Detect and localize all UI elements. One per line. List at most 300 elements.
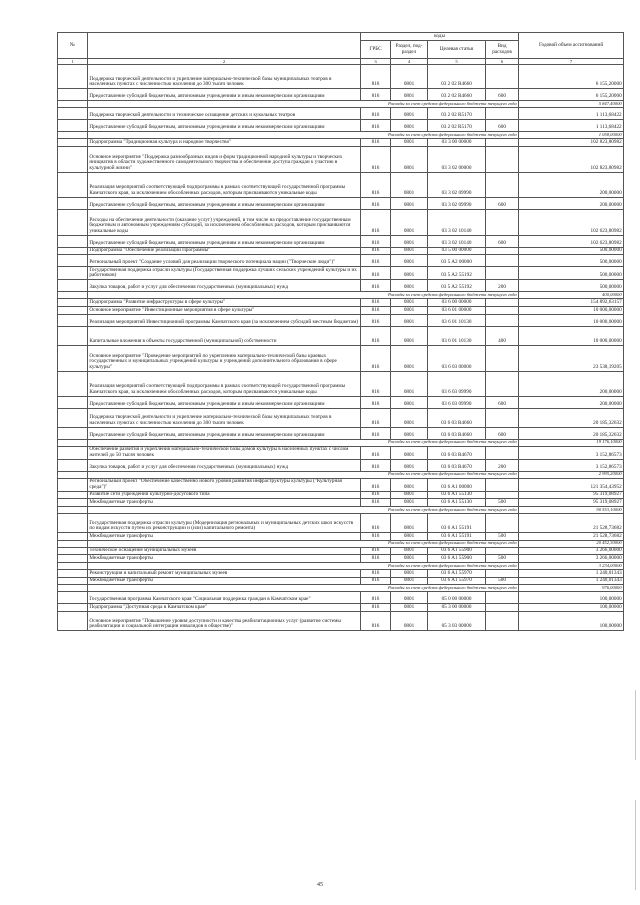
col-no-header: №: [58, 33, 88, 59]
table-row: [58, 280, 624, 292]
grbs-code: 816: [361, 307, 391, 315]
table-row: [58, 255, 624, 267]
annual-amount: 3 152,86573: [519, 446, 624, 459]
table-row: [58, 139, 624, 147]
annual-amount: 1 240,01343: [519, 577, 624, 585]
row-number: [58, 563, 88, 570]
section-code: 0801: [391, 314, 428, 326]
annual-amount: 154 892,63157: [519, 299, 624, 307]
row-number: [58, 299, 88, 307]
row-number: [58, 371, 88, 396]
target-article-code: 03 3 02 09990: [428, 172, 486, 197]
table-row: [58, 146, 624, 172]
annual-amount: 100,00000: [519, 611, 624, 630]
target-article-code: 03 3 00 00000: [428, 139, 486, 147]
expense-name: Техническое оснащение муниципальных музеев: [88, 547, 361, 555]
row-number: [58, 101, 88, 108]
section-code: 0801: [391, 255, 428, 267]
note-text: Расходы за счет средств федерального бюджета текущего года: [88, 563, 519, 570]
col-grbs-header: ГРБС: [361, 41, 391, 59]
section-code: 0801: [391, 611, 428, 630]
table-row: [58, 408, 624, 427]
expense-name: Реализация мероприятий соответствующей подпрограммы в рамках соответствующей государственной программы Камчатского края, за исключением обособленных расходов, которым присваиваются уникальные коды: [88, 371, 361, 396]
target-article-code: 03 6 A1 55130: [428, 491, 486, 499]
expense-type-code: [486, 446, 519, 459]
federal-budget-note-row: [58, 132, 624, 139]
grbs-code: 816: [361, 408, 391, 427]
target-article-code: 03 3 02 00000: [428, 146, 486, 172]
table-row: [58, 209, 624, 235]
section-code: 0801: [391, 139, 428, 147]
target-article-code: 03 6 03 R4660: [428, 408, 486, 427]
note-amount: 5 847,40000: [519, 101, 624, 108]
expense-name: Закупка товаров, работ и услуг для обеспечения государственных (муниципальных) нужд: [88, 280, 361, 292]
section-code: 0801: [391, 307, 428, 315]
table-row: [58, 427, 624, 439]
expense-type-code: [486, 478, 519, 491]
scan-edge-mark: [635, 690, 636, 760]
grbs-code: 816: [361, 326, 391, 345]
grbs-code: 816: [361, 611, 391, 630]
grbs-code: 816: [361, 139, 391, 147]
row-number: [58, 307, 88, 315]
grbs-code: 816: [361, 592, 391, 604]
expense-name: Реализация мероприятий Инвестиционной программы Камчатского края (за исключением субсидий местным бюджетам): [88, 314, 361, 326]
expense-name: Подпрограмма "Традиционная культура и народное творчество": [88, 139, 361, 147]
federal-budget-note-row: [58, 471, 624, 478]
grbs-code: 816: [361, 499, 391, 507]
row-number: [58, 533, 88, 541]
expense-type-code: [486, 592, 519, 604]
target-article-code: 03 6 01 00000: [428, 307, 486, 315]
expense-type-code: [486, 108, 519, 120]
expense-type-code: 500: [486, 555, 519, 563]
table-row: [58, 459, 624, 471]
note-text: Расходы за счет средств федерального бюджета текущего года: [88, 439, 519, 446]
section-code: 0801: [391, 345, 428, 371]
federal-budget-note-row: [58, 585, 624, 592]
target-article-code: 03 6 03 R4660: [428, 427, 486, 439]
grbs-code: 816: [361, 547, 391, 555]
target-article-code: 03 6 01 10130: [428, 326, 486, 345]
section-code: 0801: [391, 280, 428, 292]
row-number: [58, 255, 88, 267]
target-article-code: 03 3 02 10140: [428, 209, 486, 235]
annual-amount: 20 185,32632: [519, 427, 624, 439]
target-article-code: 03 6 03 00000: [428, 345, 486, 371]
expense-type-code: [486, 514, 519, 533]
expense-name: Закупка товаров, работ и услуг для обеспечения государственных (муниципальных) нужд: [88, 459, 361, 471]
expense-type-code: [486, 345, 519, 371]
expense-type-code: 200: [486, 459, 519, 471]
col-name-header: [88, 33, 361, 59]
table-row: [58, 314, 624, 326]
row-number: [58, 459, 88, 471]
expense-name: Предоставление субсидий бюджетным, автономным учреждениям и иным некоммерческим организациям: [88, 197, 361, 209]
grbs-code: 816: [361, 120, 391, 132]
section-code: 0801: [391, 570, 428, 578]
expense-name: Подпрограмма "Обеспечение реализации Программы": [88, 247, 361, 255]
expense-type-code: 600: [486, 427, 519, 439]
grbs-code: 816: [361, 172, 391, 197]
row-number: [58, 427, 88, 439]
federal-budget-note-row: [58, 439, 624, 446]
grbs-code: 816: [361, 197, 391, 209]
row-number: [58, 132, 88, 139]
annual-amount: 500,00000: [519, 267, 624, 280]
note-amount: 90 553,10000: [519, 507, 624, 514]
annual-amount: 1 240,01343: [519, 570, 624, 578]
target-article-code: 03 6 A1 55191: [428, 514, 486, 533]
section-code: 0801: [391, 491, 428, 499]
table-row: [58, 371, 624, 396]
note-text: Расходы за счет средств федерального бюджета текущего года: [88, 585, 519, 592]
expense-name: Поддержка творческой деятельности и укрепление материально-технической базы муниципальных театров в населенных пунктах с численностью населения до 300 тысяч человек: [88, 65, 361, 89]
note-amount: 1 058,00000: [519, 132, 624, 139]
expense-type-code: 200: [486, 280, 519, 292]
expense-type-code: 600: [486, 89, 519, 101]
expense-name: Предоставление субсидий бюджетным, автономным учреждениям и иным некоммерческим организациям: [88, 427, 361, 439]
note-amount: 976,00000: [519, 585, 624, 592]
note-text: Расходы за счет средств федерального бюджета текущего года: [88, 132, 519, 139]
expense-type-code: [486, 65, 519, 89]
section-code: 0801: [391, 459, 428, 471]
table-row: [58, 299, 624, 307]
target-article-code: 03 6 03 09990: [428, 371, 486, 396]
grbs-code: 816: [361, 478, 391, 491]
table-row: [58, 65, 624, 89]
row-number: [58, 267, 88, 280]
expense-name: Подпрограмма "Доступная среда в Камчатском крае": [88, 604, 361, 612]
expense-name: Развитие сети учреждений культурно-досугового типа: [88, 491, 361, 499]
target-article-code: 03 2 02 R4660: [428, 65, 486, 89]
section-code: 0801: [391, 209, 428, 235]
table-row: [58, 307, 624, 315]
section-code: 0801: [391, 120, 428, 132]
column-number: 6: [486, 59, 519, 65]
column-number: 2: [88, 59, 361, 65]
expense-name: Межбюджетные трансферты: [88, 577, 361, 585]
table-row: [58, 267, 624, 280]
expense-type-code: 500: [486, 577, 519, 585]
grbs-code: 816: [361, 280, 391, 292]
row-number: [58, 314, 88, 326]
row-number: [58, 108, 88, 120]
section-code: 0801: [391, 371, 428, 396]
note-text: Расходы за счет средств федерального бюджета текущего года: [88, 292, 519, 299]
annual-amount: 10 000,00000: [519, 326, 624, 345]
row-number: [58, 146, 88, 172]
section-code: 0801: [391, 65, 428, 89]
expense-name: Государственная поддержка отрасли культуры (Модернизация региональных и муниципальных детских школ искусств по видам искусств путем их реконструкции и (или) капитального ремонта): [88, 514, 361, 533]
expense-type-code: 600: [486, 396, 519, 408]
section-code: 0801: [391, 267, 428, 280]
row-number: [58, 292, 88, 299]
expense-type-code: [486, 139, 519, 147]
grbs-code: 816: [361, 345, 391, 371]
section-code: 0801: [391, 396, 428, 408]
grbs-code: 816: [361, 314, 391, 326]
target-article-code: 03 6 A1 55900: [428, 555, 486, 563]
annual-amount: 3 152,86573: [519, 459, 624, 471]
note-amount: 3 234,00000: [519, 563, 624, 570]
expense-type-code: 500: [486, 499, 519, 507]
expense-type-code: 400: [486, 326, 519, 345]
annual-amount: 95 319,08927: [519, 499, 624, 507]
grbs-code: 816: [361, 570, 391, 578]
budget-table: [57, 32, 624, 631]
grbs-code: 816: [361, 89, 391, 101]
column-number: 4: [391, 59, 428, 65]
expense-name: Расходы на обеспечение деятельности (оказание услуг) учреждений, в том числе на предоставление государственным бюджетным и автономным учреждениям субсидий, за исключением обособленных расходов, которым присваиваются уникальные коды: [88, 209, 361, 235]
section-code: 0801: [391, 299, 428, 307]
grbs-code: 816: [361, 577, 391, 585]
target-article-code: 03 3 02 10140: [428, 235, 486, 247]
section-code: 0801: [391, 89, 428, 101]
grbs-code: 816: [361, 146, 391, 172]
expense-type-code: [486, 146, 519, 172]
annual-amount: 20 185,32632: [519, 408, 624, 427]
annual-amount: 121 354,43952: [519, 478, 624, 491]
expense-type-code: [486, 314, 519, 326]
note-text: Расходы за счет средств федерального бюджета текущего года: [88, 471, 519, 478]
annual-amount: 1 113,68422: [519, 108, 624, 120]
target-article-code: 03 6 A1 55970: [428, 570, 486, 578]
page-number: 45: [317, 882, 323, 888]
expense-type-code: [486, 491, 519, 499]
table-row: [58, 108, 624, 120]
expense-name: Предоставление субсидий бюджетным, автономным учреждениям и иным некоммерческим организациям: [88, 235, 361, 247]
table-row: [58, 247, 624, 255]
grbs-code: 816: [361, 533, 391, 541]
table-row: [58, 478, 624, 491]
table-row: [58, 197, 624, 209]
section-code: 0801: [391, 146, 428, 172]
expense-type-code: 600: [486, 120, 519, 132]
row-number: [58, 65, 88, 89]
section-code: 0801: [391, 326, 428, 345]
expense-type-code: [486, 611, 519, 630]
annual-amount: 500,00000: [519, 247, 624, 255]
column-number: 5: [428, 59, 486, 65]
row-number: [58, 345, 88, 371]
annual-amount: 6 155,20000: [519, 65, 624, 89]
federal-budget-note-row: [58, 563, 624, 570]
row-number: [58, 120, 88, 132]
expense-type-code: [486, 547, 519, 555]
table-row: [58, 396, 624, 408]
expense-type-code: 600: [486, 235, 519, 247]
row-number: [58, 499, 88, 507]
grbs-code: 816: [361, 371, 391, 396]
annual-amount: 500,00000: [519, 255, 624, 267]
note-text: Расходы за счет средств федерального бюджета текущего года: [88, 540, 519, 547]
col-volume-header: Годовой объем ассигнований: [519, 33, 624, 59]
section-code: 0801: [391, 514, 428, 533]
row-number: [58, 280, 88, 292]
row-number: [58, 139, 88, 147]
row-number: [58, 396, 88, 408]
annual-amount: 21 528,73682: [519, 514, 624, 533]
target-article-code: 03 6 03 09990: [428, 396, 486, 408]
row-number: [58, 235, 88, 247]
annual-amount: 102 623,80982: [519, 235, 624, 247]
grbs-code: 816: [361, 514, 391, 533]
expense-name: Государственная поддержка отрасли культуры (Государственная поддержка лучших сельских учреждений культуры и их работников): [88, 267, 361, 280]
row-number: [58, 540, 88, 547]
target-article-code: 03 2 02 R4660: [428, 89, 486, 101]
expense-type-code: 600: [486, 197, 519, 209]
section-code: 0801: [391, 446, 428, 459]
table-row: [58, 491, 624, 499]
expense-name: Капитальные вложения в объекты государственной (муниципальной) собственности: [88, 326, 361, 345]
table-row: [58, 89, 624, 101]
section-code: 0801: [391, 108, 428, 120]
target-article-code: 03 6 A1 55191: [428, 533, 486, 541]
grbs-code: 816: [361, 446, 391, 459]
note-text: Расходы за счет средств федерального бюджета текущего года: [88, 101, 519, 108]
expense-type-code: [486, 307, 519, 315]
column-number: 1: [58, 59, 88, 65]
annual-amount: 102 823,80982: [519, 146, 624, 172]
row-number: [58, 209, 88, 235]
annual-amount: 21 528,73682: [519, 533, 624, 541]
table-row: [58, 555, 624, 563]
table-row: [58, 172, 624, 197]
annual-amount: 100,00000: [519, 592, 624, 604]
expense-name: Основное мероприятие "Инвестиционные мероприятия в сфере культуры": [88, 307, 361, 315]
target-article-code: 03 6 03 R4670: [428, 459, 486, 471]
col-section-header: Раздел, под-раздел: [391, 41, 428, 59]
annual-amount: 200,00000: [519, 396, 624, 408]
annual-amount: 3 266,00000: [519, 555, 624, 563]
target-article-code: 03 6 A1 55900: [428, 547, 486, 555]
codes-header: коды: [361, 33, 519, 41]
row-number: [58, 89, 88, 101]
table-row: [58, 611, 624, 630]
expense-type-code: [486, 267, 519, 280]
grbs-code: 816: [361, 555, 391, 563]
note-amount: 20 452,30000: [519, 540, 624, 547]
table-row: [58, 446, 624, 459]
row-number: [58, 478, 88, 491]
grbs-code: 816: [361, 396, 391, 408]
table-row: [58, 570, 624, 578]
expense-name: Межбюджетные трансферты: [88, 533, 361, 541]
row-number: [58, 570, 88, 578]
column-number: 7: [519, 59, 624, 65]
row-number: [58, 326, 88, 345]
annual-amount: 102 823,80982: [519, 139, 624, 147]
column-number: 3: [361, 59, 391, 65]
table-row: [58, 345, 624, 371]
federal-budget-note-row: [58, 292, 624, 299]
table-row: [58, 120, 624, 132]
grbs-code: 816: [361, 235, 391, 247]
target-article-code: 05 3 00 00000: [428, 604, 486, 612]
section-code: 0801: [391, 427, 428, 439]
grbs-code: 816: [361, 491, 391, 499]
section-code: 0801: [391, 478, 428, 491]
grbs-code: 816: [361, 108, 391, 120]
target-article-code: 05 0 00 00000: [428, 592, 486, 604]
annual-amount: 10 000,00000: [519, 307, 624, 315]
expense-type-code: [486, 209, 519, 235]
annual-amount: 95 319,08927: [519, 491, 624, 499]
section-code: 0801: [391, 592, 428, 604]
row-number: [58, 577, 88, 585]
section-code: 0801: [391, 408, 428, 427]
section-code: 0801: [391, 499, 428, 507]
grbs-code: 816: [361, 299, 391, 307]
target-article-code: 03 5 A2 55192: [428, 267, 486, 280]
row-number: [58, 471, 88, 478]
expense-name: Поддержка творческой деятельности и укрепление материально-технической базы муниципальных театров в населенных пунктах с численностью населения до 300 тысяч человек: [88, 408, 361, 427]
section-code: 0801: [391, 172, 428, 197]
federal-budget-note-row: [58, 540, 624, 547]
row-number: [58, 197, 88, 209]
target-article-code: 03 2 02 R5170: [428, 120, 486, 132]
table-row: [58, 533, 624, 541]
row-number: [58, 555, 88, 563]
table-row: [58, 326, 624, 345]
section-code: 0801: [391, 577, 428, 585]
target-article-code: 05 3 03 00000: [428, 611, 486, 630]
table-row: [58, 547, 624, 555]
expense-type-code: [486, 255, 519, 267]
target-article-code: 03 2 02 R5170: [428, 108, 486, 120]
target-article-code: 03 5 A2 00000: [428, 255, 486, 267]
target-article-code: 03 5 00 00000: [428, 247, 486, 255]
expense-type-code: [486, 172, 519, 197]
col-exptype-header: Вид расходов: [486, 41, 519, 59]
scan-edge-mark: [635, 800, 636, 890]
expense-name: Реконструкция и капитальный ремонт муниципальных музеев: [88, 570, 361, 578]
row-number: [58, 604, 88, 612]
table-row: [58, 235, 624, 247]
expense-name: Региональный проект "Обеспечение качественно нового уровня развития инфраструктуры культуры ("Культурная среда")": [88, 478, 361, 491]
expense-name: Предоставление субсидий бюджетным, автономным учреждениям и иным некоммерческим организациям: [88, 89, 361, 101]
grbs-code: 816: [361, 255, 391, 267]
annual-amount: 200,00000: [519, 197, 624, 209]
row-number: [58, 514, 88, 533]
annual-amount: 102 623,80982: [519, 209, 624, 235]
row-number: [58, 172, 88, 197]
table-row: [58, 577, 624, 585]
grbs-code: 816: [361, 604, 391, 612]
row-number: [58, 592, 88, 604]
expense-name: Подпрограмма "Развитие инфраструктуры в сфере культуры": [88, 299, 361, 307]
federal-budget-note-row: [58, 507, 624, 514]
expense-type-code: [486, 570, 519, 578]
expense-type-code: [486, 371, 519, 396]
target-article-code: 03 6 A1 55970: [428, 577, 486, 585]
row-number: [58, 611, 88, 630]
table-row: [58, 604, 624, 612]
annual-amount: 100,00000: [519, 604, 624, 612]
note-amount: 19 176,10000: [519, 439, 624, 446]
expense-name: Межбюджетные трансферты: [88, 555, 361, 563]
section-code: 0801: [391, 555, 428, 563]
row-number: [58, 439, 88, 446]
row-number: [58, 446, 88, 459]
expense-name: Обеспечение развития и укрепления материально-технической базы домов культуры в населенных пунктах с числом жителей до 50 тысяч человек: [88, 446, 361, 459]
target-article-code: 03 6 03 R4670: [428, 446, 486, 459]
grbs-code: 816: [361, 459, 391, 471]
target-article-code: 03 3 02 09990: [428, 197, 486, 209]
row-number: [58, 507, 88, 514]
note-text: Расходы за счет средств федерального бюджета текущего года: [88, 507, 519, 514]
